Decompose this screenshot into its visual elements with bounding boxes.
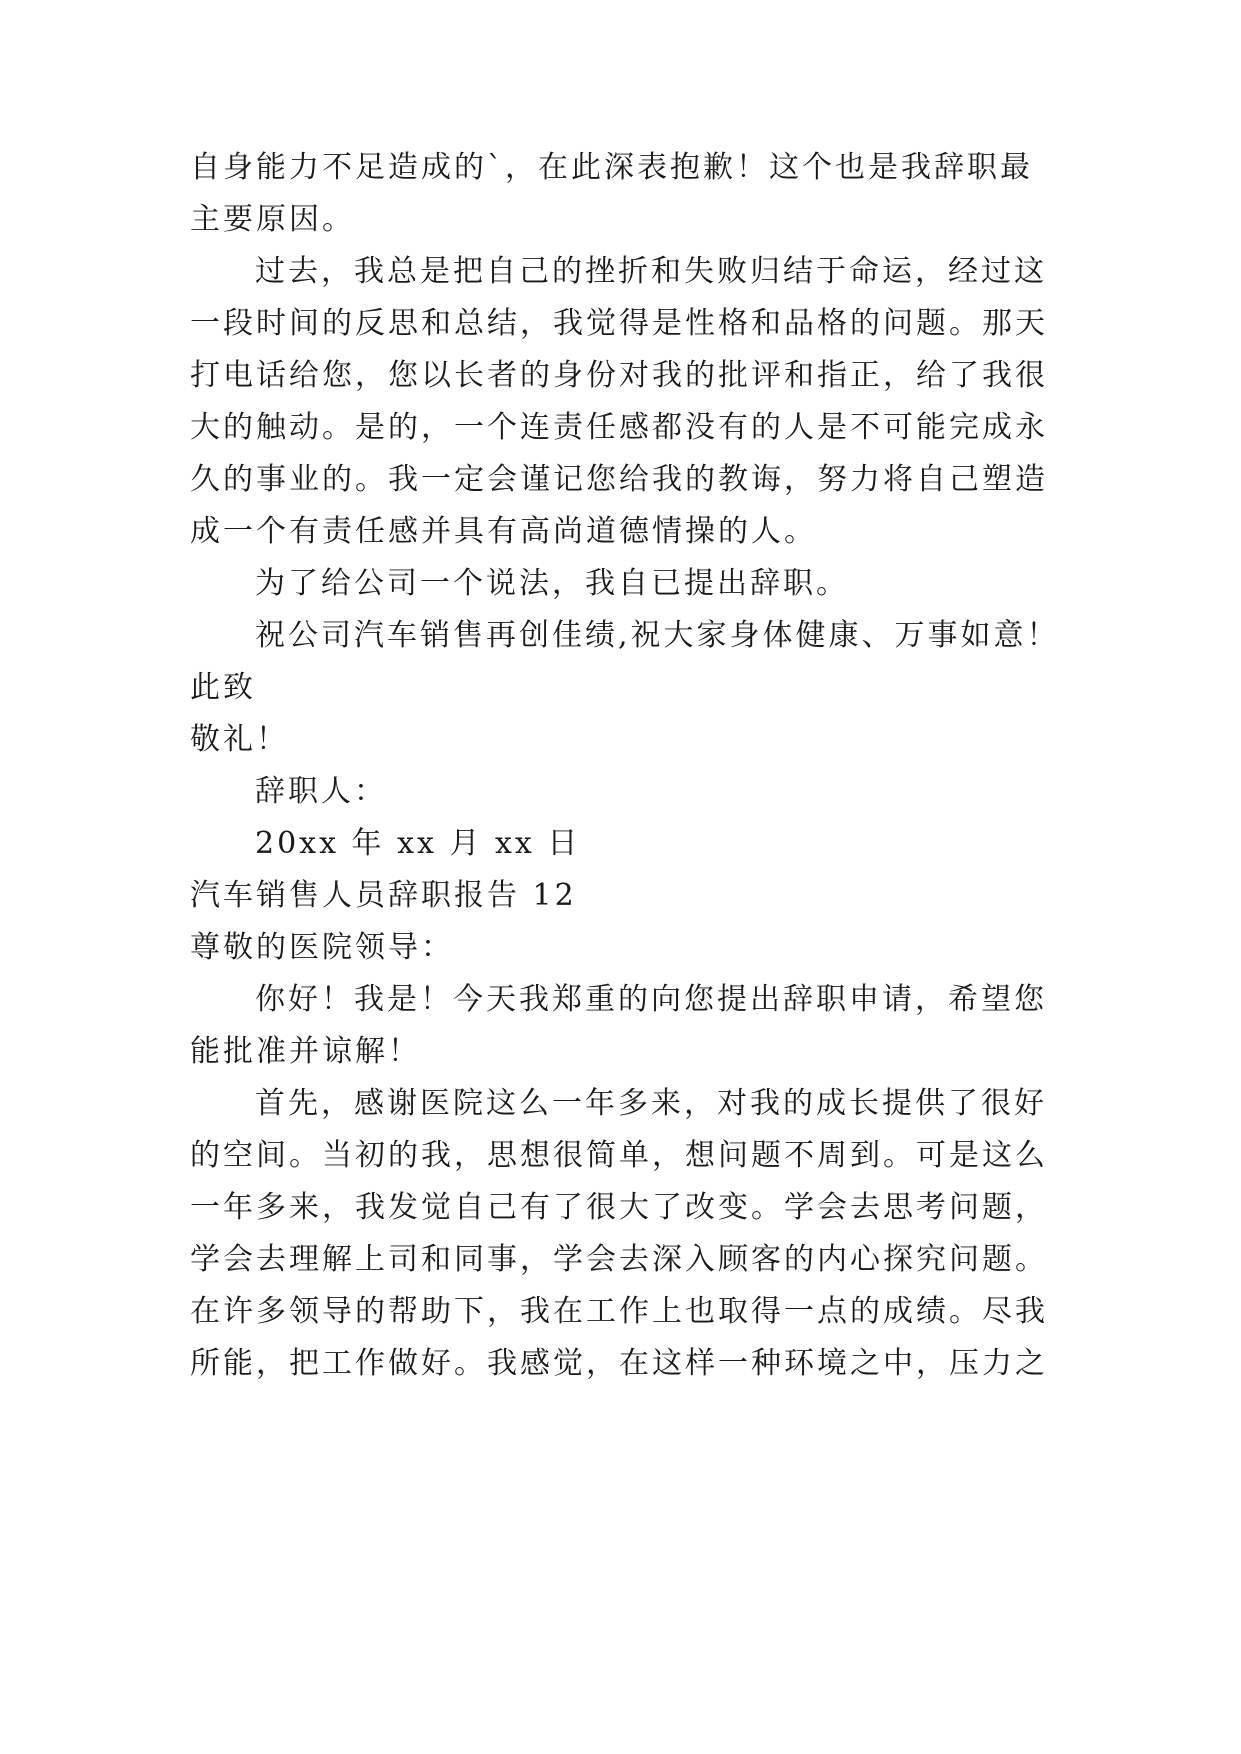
text-line-21: 一年多来，我发觉自己有了很大了改变。学会去思考问题， [190,1190,1048,1225]
text-line-9: 为了给公司一个说法，我自已提出辞职。 [255,566,849,601]
text-line-3: 过去，我总是把自己的挫折和失败归结于命运，经过这 [255,254,1047,289]
text-line-5: 打电话给您，您以长者的身份对我的批评和指正，给了我很 [190,358,1048,393]
signature-date: 20xx 年 xx 月 xx 日 [255,826,581,861]
section-title: 汽车销售人员辞职报告 12 [190,878,577,913]
closing-respect: 敬礼！ [190,722,289,757]
text-line-2: 主要原因。 [190,202,355,237]
signature-label: 辞职人： [255,774,387,809]
text-line-7: 久的事业的。我一定会谨记您给我的教诲，努力将自己塑造 [190,462,1048,497]
text-line-8: 成一个有责任感并具有高尚道德情操的人。 [190,514,817,549]
text-line-22: 学会去理解上司和同事，学会去深入顾客的内心探究问题。 [190,1242,1048,1277]
text-line-23: 在许多领导的帮助下，我在工作上也取得一点的成绩。尽我 [190,1294,1048,1329]
text-line-4: 一段时间的反思和总结，我觉得是性格和品格的问题。那天 [190,306,1048,341]
text-line-1: 自身能力不足造成的`，在此深表抱歉！这个也是我辞职最 [190,150,1033,185]
text-line-10: 祝公司汽车销售再创佳绩,祝大家身体健康、万事如意！ [255,618,1060,653]
greeting-line: 尊敬的医院领导： [190,930,454,965]
text-line-17: 你好！我是！今天我郑重的向您提出辞职申请，希望您 [255,982,1047,1017]
text-line-19: 首先，感谢医院这么一年多来，对我的成长提供了很好 [255,1086,1047,1121]
closing-salutation: 此致 [190,670,256,705]
text-line-18: 能批准并谅解！ [190,1034,421,1069]
text-line-20: 的空间。当初的我，思想很简单，想问题不周到。可是这么 [190,1138,1048,1173]
text-line-24: 所能，把工作做好。我感觉，在这样一种环境之中，压力之 [190,1346,1048,1381]
text-line-6: 大的触动。是的，一个连责任感都没有的人是不可能完成永 [190,410,1048,445]
